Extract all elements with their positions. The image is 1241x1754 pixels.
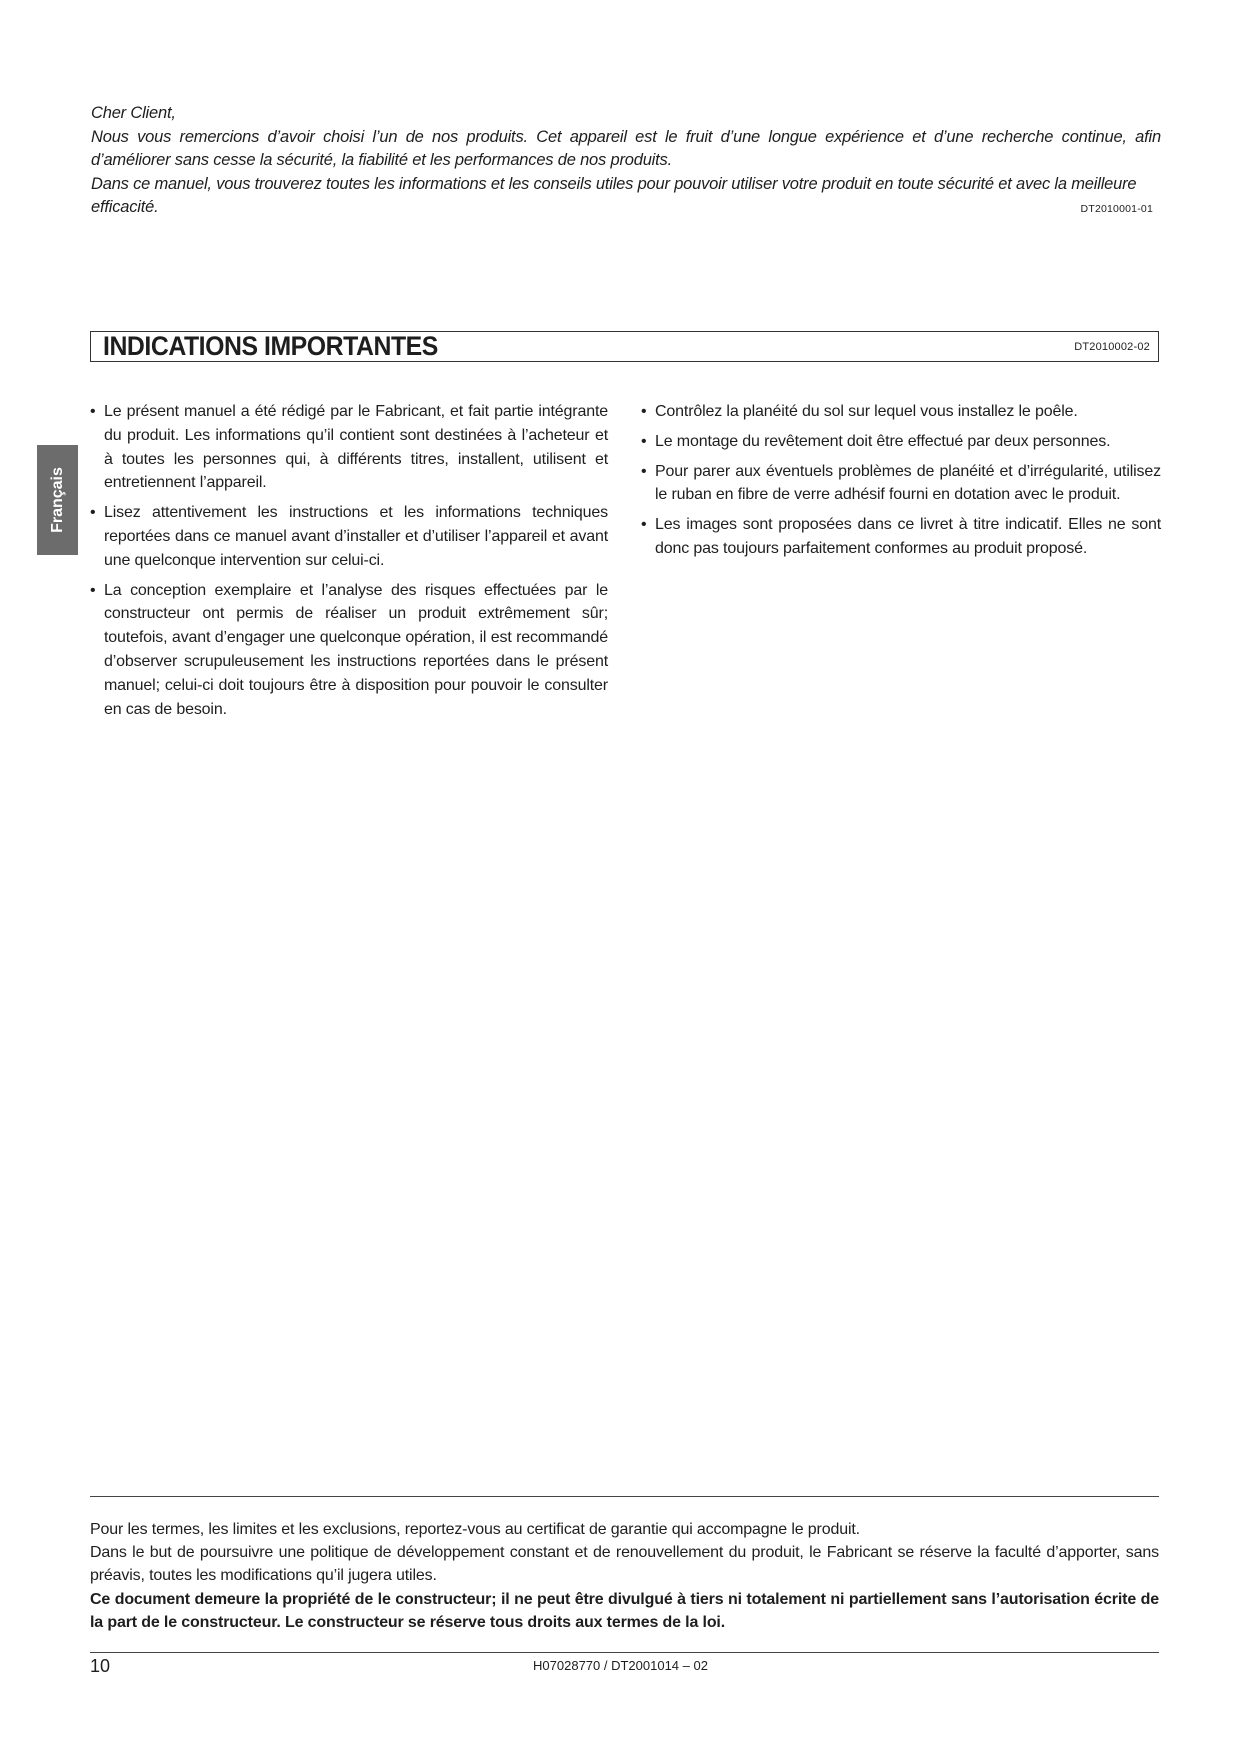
warranty-note: Pour les termes, les limites et les exclusions, reportez-vous au certificat de garantie qui accompagne le produit. xyxy=(90,1521,860,1538)
intro-paragraph-2-last-word: efficacité. xyxy=(91,198,159,216)
list-item: • Les images sont proposées dans ce livret à titre indicatif. Elles ne sont donc pas toujours parfaitement conformes au produit proposé. xyxy=(641,513,1161,561)
right-bullet-list xyxy=(641,400,1161,567)
ownership-note: Ce document demeure la propriété de le constructeur; il ne peut être divulgué à tiers ni totalement ni partiellement sans l’autorisation écrite de la part de le constructeur. Le constructeur se réserve tous droits aux termes de la loi. xyxy=(90,1590,1159,1631)
list-item: • Contrôlez la planéité du sol sur lequel vous installez le poêle. xyxy=(641,400,1161,424)
list-item: • La conception exemplaire et l’analyse des risques effectuées par le constructeur ont permis de réaliser un produit extrêmement sûr; toutefois, avant d’engager une quelconque opération, il est recommandé d’observer scrupuleusement les instructions reportées dans le présent manuel; celui-ci doit toujours être à disposition pour pouvoir le consulter en cas de besoin. xyxy=(90,579,608,722)
list-item: • Lisez attentivement les instructions et les informations techniques reportées dans ce manuel avant d’installer et d’utiliser l’appareil et avant une quelconque intervention sur celui-ci. xyxy=(90,501,608,572)
page-number: 10 xyxy=(90,1656,111,1676)
intro-paragraph-1: Nous vous remercions d’avoir choisi l’un de nos produits. Cet appareil est le fruit d’une longue expérience et d’une recherche continue, afin d’améliorer sans cesse la sécurité, la fiabilité et les performances de nos produits. xyxy=(91,127,1161,169)
intro-doc-code: DT2010001-01 xyxy=(1080,203,1153,215)
list-item: • Pour parer aux éventuels problèmes de planéité et d’irrégularité, utilisez le ruban en fibre de verre adhésif fourni en dotation avec le produit. xyxy=(641,460,1161,508)
section-header xyxy=(90,331,1159,362)
document-code: H07028770 / DT2001014 – 02 xyxy=(533,1658,708,1673)
intro-paragraph-2: Dans ce manuel, vous trouverez toutes les informations et les conseils utiles pour pouvoir utiliser votre produit en toute sécurité et avec la meilleure xyxy=(91,174,1137,193)
modification-note: Dans le but de poursuivre une politique de développement constant et de renouvellement du produit, le Fabricant se réserve la faculté d’apporter, sans préavis, toutes les modifications qu’il jugera utiles. xyxy=(90,1544,1159,1585)
left-bullet-list xyxy=(90,400,608,727)
section-title: INDICATIONS IMPORTANTES xyxy=(103,331,438,361)
greeting: Cher Client, xyxy=(91,104,176,122)
language-tab-label: Français xyxy=(48,467,66,533)
list-item: • Le présent manuel a été rédigé par le Fabricant, et fait partie intégrante du produit. Les informations qu’il contient sont destinées à l’acheteur et à toutes les personnes qui, à différents titres, installent, utilisent et entretiennent l’appareil. xyxy=(90,400,608,495)
footer-notes xyxy=(90,1518,1159,1634)
intro-block xyxy=(91,102,1161,222)
intro-paragraph-2-end xyxy=(91,196,1161,222)
language-tab xyxy=(37,445,78,555)
footer-divider-top xyxy=(90,1496,1159,1497)
section-doc-code: DT2010002-02 xyxy=(1074,340,1150,353)
footer-divider-bottom xyxy=(90,1652,1159,1653)
list-item: • Le montage du revêtement doit être effectué par deux personnes. xyxy=(641,430,1161,454)
